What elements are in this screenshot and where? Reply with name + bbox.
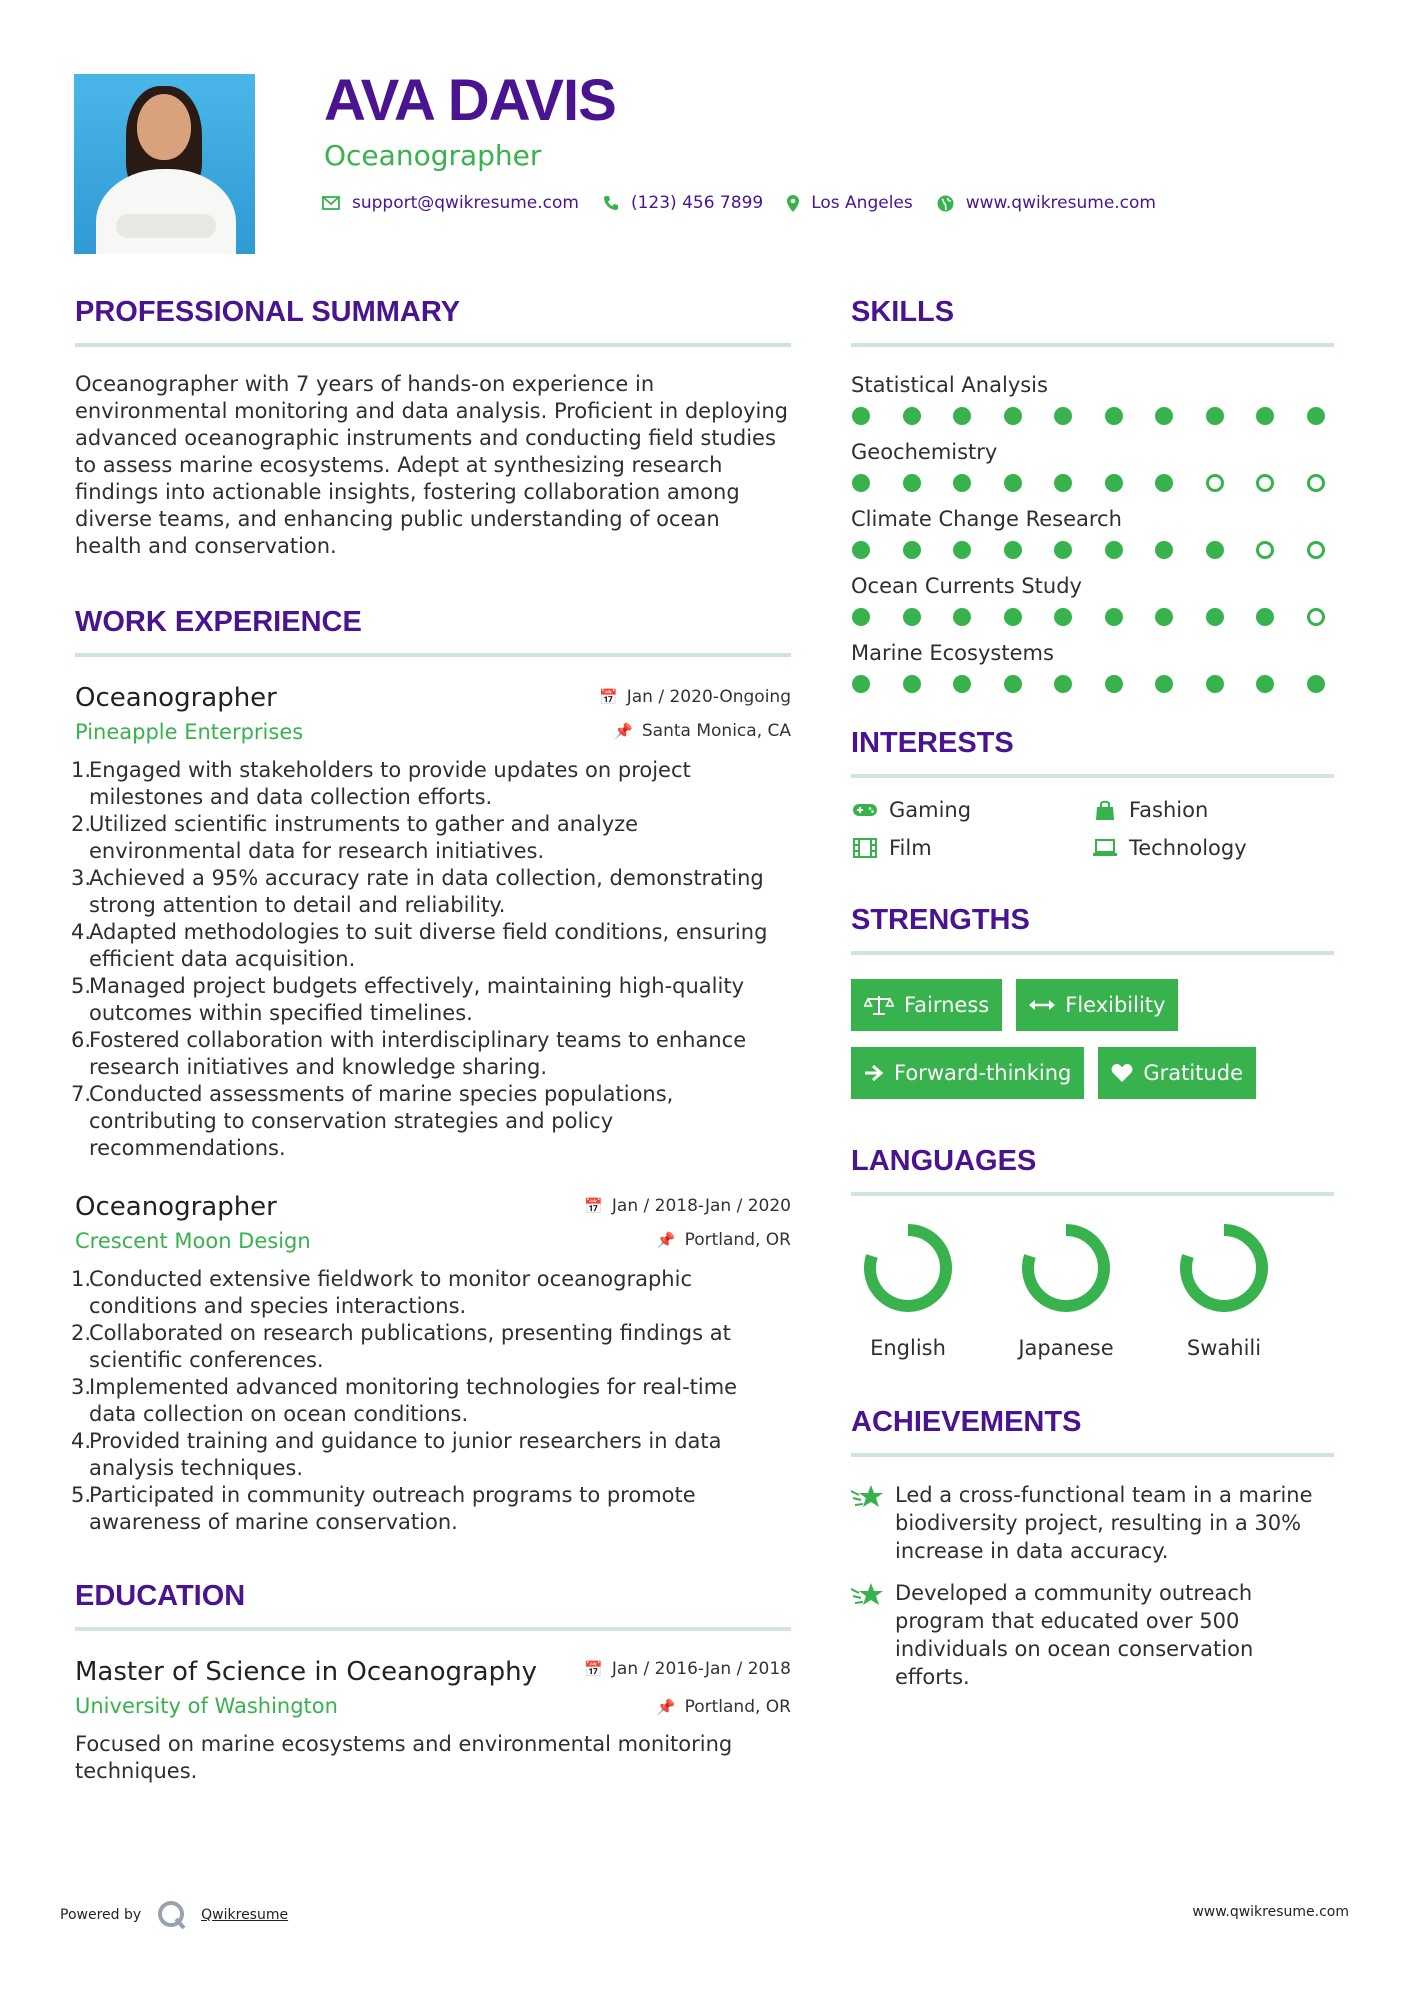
rating-dot-filled [1155,474,1173,492]
language-list [851,1220,1334,1360]
list-item [71,1482,791,1536]
rating-dot-filled [1004,541,1022,559]
achievement-text: Led a cross-functional team in a marine biodiversity project, resulting in a 30% increase in data accuracy. [895,1483,1313,1563]
list-item-text: Achieved a 95% accuracy rate in data collection, demonstrating strong attention to detail and reliability. [89,866,764,917]
rating-dot-filled [852,474,870,492]
skill-rating [851,407,1325,425]
skills-heading: SKILLS [851,296,1334,347]
map-pin-icon [787,195,799,212]
list-item [71,1027,791,1081]
language-item [860,1220,956,1360]
strength-tag [851,1047,1084,1099]
contact-website[interactable]: www.qwikresume.com [965,193,1156,213]
language-progress-ring [1176,1220,1272,1316]
skill-rating [851,541,1325,559]
list-item [71,1428,791,1482]
powered-by-text: Powered by [60,1907,142,1923]
strength-tag [851,979,1002,1031]
calendar-icon: 📅 [584,1197,603,1215]
education-dates [584,1659,791,1679]
shopping-bag-icon [1091,799,1119,821]
list-number: 4. [71,920,92,944]
job-bullets [71,1266,791,1536]
envelope-icon [322,196,340,210]
job-location [614,721,791,741]
language-name: Japanese [1018,1336,1114,1360]
rating-dot-filled [903,541,921,559]
job-location-text: Portland, OR [684,1230,791,1250]
rating-dot-filled [852,541,870,559]
rating-dot-filled [1206,608,1224,626]
languages-heading: LANGUAGES [851,1145,1334,1196]
list-item-text: Provided training and guidance to junior researchers in data analysis techniques. [89,1429,722,1480]
list-number: 2. [71,1321,92,1345]
interests-section [851,727,1334,860]
rating-dot-filled [1206,407,1224,425]
job-dates-text: Jan / 2020-Ongoing [626,687,791,707]
strength-label: Gratitude [1143,1061,1243,1085]
list-number: 3. [71,1375,92,1399]
strength-tag [1098,1047,1256,1099]
skill-name: Statistical Analysis [851,373,1048,397]
left-column [71,296,791,1809]
balance-scale-icon [864,994,894,1016]
list-number: 5. [71,1483,92,1507]
list-item-text: Managed project budgets effectively, maintaining high-quality outcomes within specified timelines. [89,974,744,1025]
school-name: University of Washington [75,1694,338,1718]
footer-powered-by [60,1900,288,1930]
rating-dot-filled [1155,541,1173,559]
list-number: 6. [71,1028,92,1052]
rating-dot-filled [1155,407,1173,425]
achievements-heading: ACHIEVEMENTS [851,1406,1334,1457]
achievement-list [851,1481,1334,1691]
rating-dot-filled [852,675,870,693]
rating-dot-filled [1256,675,1274,693]
interest-label: Technology [1129,836,1247,860]
interest-label: Fashion [1129,798,1209,822]
pushpin-icon: 📌 [614,722,633,740]
language-progress-ring [860,1220,956,1316]
rating-dot-filled [953,675,971,693]
rating-dot-empty [1256,474,1274,492]
education-entry [75,1655,791,1785]
language-progress-ring [1018,1220,1114,1316]
rating-dot-filled [953,541,971,559]
language-item [1176,1220,1272,1360]
rating-dot-filled [1054,407,1072,425]
skill-rating [851,608,1325,626]
rating-dot-filled [1155,608,1173,626]
job-dates [584,1196,791,1216]
list-item [71,1374,791,1428]
rating-dot-filled [1004,675,1022,693]
rating-dot-empty [1256,541,1274,559]
interest-item [1091,836,1311,860]
education-heading: EDUCATION [75,1580,791,1631]
list-number: 7. [71,1082,92,1106]
contact-phone[interactable]: (123) 456 7899 [630,193,764,213]
skills-section [851,296,1334,693]
shooting-star-icon [851,1581,883,1613]
achievement-item [851,1579,1334,1691]
pushpin-icon: 📌 [656,1698,676,1716]
arrows-horizontal-icon [1029,998,1055,1012]
footer-website[interactable]: www.qwikresume.com [1192,1904,1349,1920]
rating-dot-filled [1105,675,1123,693]
list-item [71,1266,791,1320]
rating-dot-filled [903,474,921,492]
rating-dot-filled [852,608,870,626]
skill-item [851,639,1334,693]
language-item [1018,1220,1114,1360]
list-item [71,811,791,865]
list-number: 2. [71,812,92,836]
globe-icon [937,195,954,212]
strengths-section [851,904,1334,1099]
rating-dot-filled [1105,541,1123,559]
rating-dot-filled [1307,675,1325,693]
rating-dot-filled [1256,608,1274,626]
list-number: 1. [71,1267,92,1291]
rating-dot-filled [1105,474,1123,492]
rating-dot-empty [1206,474,1224,492]
interest-label: Film [889,836,932,860]
skill-rating [851,675,1325,693]
rating-dot-filled [852,407,870,425]
list-number: 5. [71,974,92,998]
job-company: Pineapple Enterprises [75,720,304,744]
candidate-role: Oceanographer [324,139,542,172]
strengths-heading: STRENGTHS [851,904,1334,955]
achievement-item [851,1481,1334,1565]
rating-dot-filled [1206,541,1224,559]
strength-tag [1016,979,1178,1031]
calendar-icon: 📅 [599,688,618,706]
strength-label: Flexibility [1065,993,1166,1017]
strength-list [851,979,1331,1099]
languages-section [851,1145,1334,1360]
shooting-star-icon [851,1483,883,1515]
list-item-text: Fostered collaboration with interdisciplinary teams to enhance research initiatives and knowledge sharing. [89,1028,747,1079]
experience-heading: WORK EXPERIENCE [75,606,791,657]
skill-name: Marine Ecosystems [851,641,1054,665]
list-number: 4. [71,1429,92,1453]
skill-item [851,505,1334,559]
rating-dot-filled [953,407,971,425]
arrow-right-icon [864,1064,884,1082]
achievement-text: Developed a community outreach program that educated over 500 individuals on ocean conservation efforts. [895,1581,1254,1689]
rating-dot-filled [953,474,971,492]
gamepad-icon [851,799,879,821]
rating-dot-filled [1004,407,1022,425]
job-location-text: Santa Monica, CA [641,721,791,741]
list-item-text: Engaged with stakeholders to provide updates on project milestones and data collection efforts. [89,758,691,809]
job-entry [71,681,791,1162]
list-item-text: Conducted assessments of marine species populations, contributing to conservation strategies and policy recommendations. [89,1082,674,1160]
job-list [71,681,791,1536]
language-name: Swahili [1186,1336,1262,1360]
list-item-text: Participated in community outreach programs to promote awareness of marine conservation. [89,1483,696,1534]
skill-list [851,371,1334,693]
job-dates [599,687,791,707]
list-item-text: Utilized scientific instruments to gather and analyze environmental data for research initiatives. [89,812,639,863]
job-dates-text: Jan / 2018-Jan / 2020 [611,1196,791,1216]
summary-text: Oceanographer with 7 years of hands-on experience in environmental monitoring and data analysis. Proficient in deploying advanced oceanographic instruments and conducting field studies to assess marine ecosystems. Adept at synthesizing research findings into actionable insights, fostering collaboration among diverse teams, and enhancing public understanding of ocean health and conservation. [75,372,789,558]
summary-heading: PROFESSIONAL SUMMARY [75,296,791,347]
skill-item [851,371,1334,425]
rating-dot-filled [1054,675,1072,693]
rating-dot-filled [1206,675,1224,693]
skill-name: Geochemistry [851,440,998,464]
contact-email[interactable]: support@qwikresume.com [352,193,579,213]
laptop-icon [1091,837,1119,859]
achievements-section [851,1406,1334,1691]
strength-label: Fairness [904,993,990,1017]
skill-rating [851,474,1325,492]
candidate-name: AVA DAVIS [324,68,616,133]
rating-dot-empty [1307,541,1325,559]
rating-dot-empty [1307,608,1325,626]
interest-item [851,798,1091,822]
job-bullets [71,757,791,1162]
list-item [71,919,791,973]
job-entry [71,1190,791,1536]
brand-link[interactable]: Qwikresume [201,1907,289,1923]
education-location-text: Portland, OR [684,1697,791,1717]
interest-item [851,836,1091,860]
rating-dot-filled [1054,474,1072,492]
right-column [851,296,1334,1705]
profile-photo [74,74,255,254]
list-number: 3. [71,866,92,890]
summary-section [75,296,791,560]
heart-icon [1111,1063,1133,1083]
degree-title: Master of Science in Oceanography [75,1657,537,1687]
job-location [657,1230,791,1250]
list-item [71,1081,791,1162]
education-dates-text: Jan / 2016-Jan / 2018 [611,1659,791,1679]
education-location [657,1697,791,1717]
strength-label: Forward-thinking [894,1061,1072,1085]
list-item-text: Adapted methodologies to suit diverse field conditions, ensuring efficient data acquisition. [89,920,768,971]
rating-dot-filled [1155,675,1173,693]
job-company: Crescent Moon Design [75,1229,311,1253]
film-icon [851,837,879,859]
interest-label: Gaming [889,798,972,822]
experience-section [71,606,791,1536]
list-item [71,757,791,811]
education-description: Focused on marine ecosystems and environmental monitoring techniques. [75,1732,733,1783]
rating-dot-filled [1105,407,1123,425]
list-item [71,865,791,919]
skill-item [851,438,1334,492]
contact-location: Los Angeles [811,193,913,213]
list-item [71,973,791,1027]
qwikresume-logo-icon [157,1900,187,1930]
rating-dot-filled [1004,474,1022,492]
list-item [71,1320,791,1374]
skill-name: Ocean Currents Study [851,574,1082,598]
language-name: English [870,1336,946,1360]
interests-heading: INTERESTS [851,727,1334,778]
rating-dot-filled [1105,608,1123,626]
list-number: 1. [71,758,92,782]
rating-dot-filled [903,407,921,425]
skill-item [851,572,1334,626]
job-title: Oceanographer [75,683,277,713]
interest-list [851,798,1334,860]
interest-item [1091,798,1311,822]
contact-bar [322,193,1180,213]
calendar-icon: 📅 [584,1660,603,1678]
rating-dot-filled [1307,407,1325,425]
skill-name: Climate Change Research [851,507,1122,531]
rating-dot-filled [1054,608,1072,626]
list-item-text: Conducted extensive fieldwork to monitor oceanographic conditions and species interactions. [89,1267,693,1318]
rating-dot-filled [1004,608,1022,626]
rating-dot-filled [1054,541,1072,559]
education-section [75,1580,791,1785]
list-item-text: Collaborated on research publications, presenting findings at scientific conferences. [89,1321,731,1372]
list-item-text: Implemented advanced monitoring technologies for real-time data collection on ocean conditions. [89,1375,738,1426]
rating-dot-empty [1307,474,1325,492]
pushpin-icon: 📌 [656,1231,676,1249]
rating-dot-filled [903,675,921,693]
rating-dot-filled [1256,407,1274,425]
job-title: Oceanographer [75,1192,277,1222]
rating-dot-filled [953,608,971,626]
rating-dot-filled [903,608,921,626]
phone-icon [603,195,619,211]
